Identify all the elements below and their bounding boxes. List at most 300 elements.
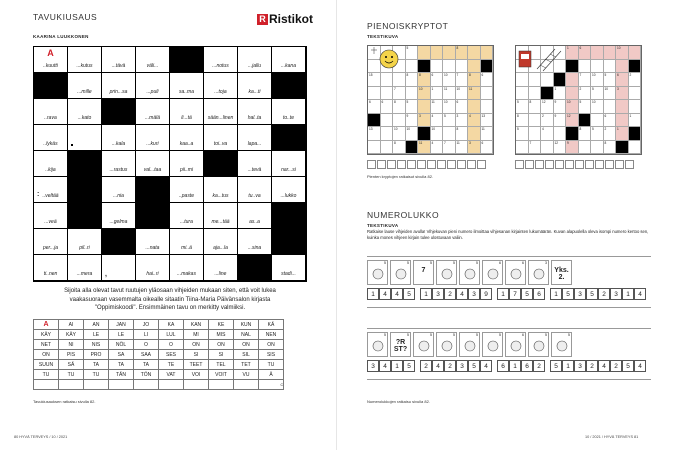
grid-cell[interactable] — [136, 99, 170, 125]
crypto-cell[interactable] — [418, 46, 431, 60]
crypto-cell[interactable] — [629, 87, 642, 101]
crypto-cell[interactable] — [604, 60, 617, 74]
cell-number: 12 — [554, 140, 559, 145]
crypto-cell[interactable] — [368, 127, 381, 141]
crypto-cell[interactable] — [541, 141, 554, 155]
crypto-cell[interactable] — [604, 141, 617, 155]
instruction-line: vaakasuoraan vasemmalta oikealle sitaatin Tiina-Maria Päivänsalon kirjasta — [69, 296, 271, 303]
crypto-cell[interactable] — [468, 87, 481, 101]
crypto-cell[interactable] — [406, 73, 419, 87]
crypto-cell[interactable] — [418, 100, 431, 114]
number-box[interactable]: 5 — [586, 288, 598, 300]
crypto-cell[interactable] — [443, 60, 456, 74]
number-box[interactable]: 5 — [403, 288, 415, 300]
number-box[interactable]: 4 — [456, 288, 468, 300]
crypto-cell[interactable] — [481, 141, 494, 155]
grid-cell[interactable] — [170, 99, 204, 125]
grid-cell[interactable] — [102, 177, 136, 203]
syllable-cell — [34, 380, 59, 390]
crypto-cell[interactable] — [443, 141, 456, 155]
grid-cell[interactable] — [68, 255, 102, 281]
crypto-cell[interactable] — [418, 141, 431, 155]
crypto-cell[interactable] — [406, 114, 419, 128]
crypto-cell[interactable] — [431, 73, 444, 87]
number-box[interactable]: 6 — [497, 360, 509, 372]
grid-cell[interactable] — [272, 99, 306, 125]
number-box[interactable]: 3 — [432, 288, 444, 300]
crypto-cell[interactable] — [579, 60, 592, 74]
crypto-cell[interactable] — [443, 73, 456, 87]
solution-box[interactable] — [625, 160, 634, 169]
crypto-cell[interactable] — [554, 87, 567, 101]
crypto-cell[interactable] — [604, 114, 617, 128]
number-box[interactable]: 1 — [562, 360, 574, 372]
crypto-cell[interactable] — [591, 60, 604, 74]
grid-cell[interactable] — [204, 229, 238, 255]
number-box[interactable]: 4 — [634, 288, 646, 300]
cell-hint: lapa... — [247, 141, 262, 147]
number-box[interactable]: 2 — [598, 288, 610, 300]
grid-cell[interactable] — [238, 203, 272, 229]
number-box[interactable]: 1 — [550, 288, 562, 300]
grid-cell[interactable] — [68, 73, 102, 99]
solution-box[interactable] — [535, 160, 544, 169]
crypto-cell[interactable] — [368, 87, 381, 101]
crypto-cell[interactable] — [431, 127, 444, 141]
crypto-cell[interactable] — [431, 60, 444, 74]
number-box[interactable]: 3 — [574, 288, 586, 300]
number-box[interactable]: 2 — [610, 360, 622, 372]
solution-box[interactable] — [397, 160, 406, 169]
crypto-cell[interactable] — [406, 100, 419, 114]
crypto-cell[interactable] — [443, 100, 456, 114]
crypto-cell[interactable] — [431, 100, 444, 114]
grid-cell[interactable] — [68, 99, 102, 125]
cell-number: 6 — [481, 140, 484, 145]
crypto-cell[interactable] — [591, 141, 604, 155]
grid-cell[interactable] — [170, 229, 204, 255]
crypto-cell[interactable] — [443, 114, 456, 128]
crypto-cell[interactable] — [516, 87, 529, 101]
cell-hint: toi..va — [213, 141, 228, 147]
crypto-cell[interactable] — [443, 87, 456, 101]
crypto-cell[interactable] — [579, 100, 592, 114]
crypto-cell[interactable] — [393, 100, 406, 114]
solution-box[interactable] — [565, 160, 574, 169]
cell-hint: sa..ma — [178, 89, 194, 95]
grid-cell[interactable] — [272, 177, 306, 203]
cell-number: 9 — [406, 113, 409, 118]
crypto-cell[interactable] — [629, 100, 642, 114]
crypto-cell[interactable] — [456, 127, 469, 141]
crypto-cell[interactable] — [541, 73, 554, 87]
number-box[interactable]: 4 — [379, 360, 391, 372]
cell-hint: ..kuutti — [43, 63, 58, 69]
grid-cell[interactable] — [102, 125, 136, 151]
grid-cell[interactable] — [102, 255, 136, 281]
crypto-cell[interactable] — [456, 60, 469, 74]
number-box[interactable]: 1 — [622, 288, 634, 300]
solution-box[interactable] — [545, 160, 554, 169]
syllable-cell: VU — [234, 370, 259, 380]
number-box[interactable]: 4 — [432, 360, 444, 372]
cell-hint: ...mälä — [144, 115, 160, 121]
crypto-cell[interactable] — [591, 46, 604, 60]
crypto-cell[interactable] — [481, 87, 494, 101]
grid-cell[interactable] — [102, 151, 136, 177]
crypto-cell[interactable] — [629, 114, 642, 128]
solution-box[interactable] — [437, 160, 446, 169]
crypto-cell[interactable] — [468, 100, 481, 114]
crypto-cell[interactable] — [393, 87, 406, 101]
crypto-cell[interactable] — [566, 73, 579, 87]
grid-cell[interactable] — [170, 177, 204, 203]
crypto-cell[interactable] — [604, 127, 617, 141]
number-box[interactable]: 1 — [391, 360, 403, 372]
solution-box[interactable] — [575, 160, 584, 169]
letter-count: 5 — [384, 261, 386, 265]
solution-box[interactable] — [615, 160, 624, 169]
grid-cell[interactable] — [68, 229, 102, 255]
number-box[interactable]: 5 — [403, 360, 415, 372]
grid-cell[interactable] — [272, 151, 306, 177]
crypto-cell[interactable] — [529, 114, 542, 128]
cell-hint: kaa..a — [179, 141, 194, 147]
crypto-cell[interactable] — [431, 87, 444, 101]
crypto-cell[interactable] — [456, 114, 469, 128]
solution-box[interactable] — [367, 160, 376, 169]
crypto-cell[interactable] — [381, 87, 394, 101]
crypto-cell[interactable] — [579, 127, 592, 141]
number-box[interactable]: 1 — [497, 288, 509, 300]
crypto-cell[interactable] — [468, 114, 481, 128]
logo-mark: R — [257, 14, 268, 25]
grid-cell[interactable] — [34, 229, 68, 255]
crypto-cell[interactable] — [541, 127, 554, 141]
crypto-cell[interactable] — [368, 73, 381, 87]
grid-cell[interactable] — [34, 125, 68, 151]
grid-cell[interactable] — [136, 151, 170, 177]
grid-cell[interactable] — [170, 255, 204, 281]
crypto-cell[interactable] — [481, 114, 494, 128]
crypto-cell[interactable] — [591, 100, 604, 114]
grid-cell[interactable] — [204, 177, 238, 203]
crypto-cell[interactable] — [431, 141, 444, 155]
cell-number: 6 — [579, 46, 582, 50]
crypto-cell[interactable] — [629, 46, 642, 60]
number-box[interactable]: 3 — [456, 360, 468, 372]
number-box[interactable]: 1 — [367, 288, 379, 300]
grid-cell[interactable] — [238, 229, 272, 255]
crypto-cell[interactable] — [554, 127, 567, 141]
solution-box[interactable] — [515, 160, 524, 169]
number-box[interactable]: 5 — [468, 360, 480, 372]
cell-number: 7 — [444, 140, 446, 145]
cell-hint: sään...linen — [207, 115, 234, 121]
syllable-cell: LE — [84, 330, 109, 340]
crypto-cell[interactable] — [381, 127, 394, 141]
grid-cell[interactable] — [34, 177, 68, 203]
black-cell — [418, 60, 431, 74]
grid-cell[interactable] — [136, 47, 170, 73]
grid-cell[interactable] — [204, 99, 238, 125]
solution-box[interactable] — [427, 160, 436, 169]
grid-cell[interactable] — [238, 177, 272, 203]
grid-cell[interactable] — [272, 47, 306, 73]
crypto-cell[interactable] — [554, 100, 567, 114]
crypto-cell[interactable] — [554, 141, 567, 155]
crypto-cell[interactable] — [481, 73, 494, 87]
grid-cell[interactable] — [34, 47, 68, 73]
cell-number: 5 — [592, 86, 594, 91]
crypto-cell[interactable] — [616, 87, 629, 101]
grid-cell[interactable] — [34, 151, 68, 177]
crypto-cell[interactable] — [566, 114, 579, 128]
number-box[interactable]: 7 — [509, 288, 521, 300]
solution-box[interactable] — [525, 160, 534, 169]
number-box[interactable]: 5 — [622, 360, 634, 372]
grid-cell[interactable] — [204, 73, 238, 99]
crypto-cell[interactable] — [468, 127, 481, 141]
number-box[interactable]: 6 — [533, 288, 545, 300]
cell-hint: ...nia — [113, 193, 124, 199]
crypto-cell[interactable] — [616, 114, 629, 128]
crypto-cell[interactable] — [591, 87, 604, 101]
crypto-cell[interactable] — [468, 141, 481, 155]
crypto-cell[interactable] — [516, 100, 529, 114]
crypto-cell[interactable] — [566, 87, 579, 101]
crypto-cell[interactable] — [591, 127, 604, 141]
grid-cell[interactable] — [238, 99, 272, 125]
number-box[interactable]: 3 — [610, 288, 622, 300]
number-box[interactable]: 4 — [634, 360, 646, 372]
grid-cell[interactable] — [34, 255, 68, 281]
crypto-cell[interactable] — [629, 73, 642, 87]
grid-cell[interactable] — [272, 255, 306, 281]
crypto-cell[interactable] — [456, 87, 469, 101]
grid-cell[interactable] — [238, 47, 272, 73]
crypto-cell[interactable] — [368, 141, 381, 155]
number-box[interactable]: 9 — [480, 288, 492, 300]
crypto-cell[interactable] — [616, 60, 629, 74]
syllable-row — [34, 320, 284, 330]
cell-number: 11 — [431, 100, 435, 104]
crypto-cell[interactable] — [529, 100, 542, 114]
solution-box[interactable] — [417, 160, 426, 169]
crypto-cell[interactable] — [443, 127, 456, 141]
grid-cell[interactable] — [170, 73, 204, 99]
syllable-cell: Ä — [259, 370, 284, 380]
number-box[interactable]: 3 — [367, 360, 379, 372]
number-box[interactable]: 2 — [533, 360, 545, 372]
crypto-cell[interactable] — [529, 141, 542, 155]
solution-box[interactable] — [595, 160, 604, 169]
black-cell — [629, 60, 642, 74]
crypto-cell[interactable] — [604, 73, 617, 87]
crypto-cell[interactable] — [418, 114, 431, 128]
number-box[interactable]: 2 — [444, 288, 456, 300]
number-box[interactable]: 6 — [521, 360, 533, 372]
crypto-cell[interactable] — [431, 114, 444, 128]
number-box[interactable]: 3 — [574, 360, 586, 372]
crypto-cell[interactable] — [481, 100, 494, 114]
crypto-cell[interactable] — [516, 141, 529, 155]
number-box[interactable]: 4 — [480, 360, 492, 372]
grid-cell[interactable] — [170, 203, 204, 229]
grid-cell[interactable] — [34, 203, 68, 229]
crypto-cell[interactable] — [566, 100, 579, 114]
black-cell — [616, 141, 629, 155]
crypto-cell[interactable] — [481, 46, 494, 60]
crypto-cell[interactable] — [516, 73, 529, 87]
crypto-cell[interactable] — [456, 73, 469, 87]
grid-cell[interactable] — [238, 151, 272, 177]
crypto-cell[interactable] — [418, 73, 431, 87]
grid-cell[interactable] — [102, 73, 136, 99]
crypto-cell[interactable] — [456, 141, 469, 155]
crypto-cell[interactable] — [406, 87, 419, 101]
solution-box[interactable] — [555, 160, 564, 169]
number-box[interactable]: 1 — [420, 288, 432, 300]
solution-box[interactable] — [387, 160, 396, 169]
grid-cell[interactable] — [170, 125, 204, 151]
crypto-cell[interactable] — [393, 127, 406, 141]
cell-hint: pii..mi — [179, 167, 194, 173]
solution-box[interactable] — [457, 160, 466, 169]
crypto-cell[interactable] — [431, 46, 444, 60]
crypto-cell[interactable] — [443, 46, 456, 60]
crypto-cell[interactable] — [381, 73, 394, 87]
instruction-line: "Oppimiskoodi". Ensimmäinen tavu on merkitty valmiiksi. — [94, 305, 246, 311]
cell-number: 4 — [542, 127, 544, 131]
crypto-cell[interactable] — [591, 114, 604, 128]
number-box[interactable]: 3 — [468, 288, 480, 300]
crypto-cell[interactable] — [616, 100, 629, 114]
number-box[interactable]: 4 — [391, 288, 403, 300]
crypto-cell[interactable] — [579, 87, 592, 101]
number-box[interactable]: 1 — [509, 360, 521, 372]
crypto-cell[interactable] — [616, 46, 629, 60]
cell-hint: ...nata — [145, 245, 160, 251]
crypto-cell[interactable] — [529, 127, 542, 141]
crypto-cell[interactable] — [579, 46, 592, 60]
number-box[interactable]: 5 — [550, 360, 562, 372]
crypto-cell[interactable] — [368, 100, 381, 114]
number-box[interactable]: 5 — [521, 288, 533, 300]
solution-box[interactable] — [447, 160, 456, 169]
grid-cell[interactable] — [238, 125, 272, 151]
crypto-cell[interactable] — [529, 73, 542, 87]
crypto-cell[interactable] — [468, 73, 481, 87]
crypto-cell[interactable] — [468, 60, 481, 74]
crypto-cell[interactable] — [604, 100, 617, 114]
grid-cell[interactable] — [102, 47, 136, 73]
grid-cell[interactable] — [204, 47, 238, 73]
crypto-cell[interactable] — [481, 127, 494, 141]
crypto-cell[interactable] — [566, 141, 579, 155]
crypto-cell[interactable] — [406, 127, 419, 141]
crypto-cell[interactable] — [566, 46, 579, 60]
crypto-cell[interactable] — [516, 114, 529, 128]
clue-picture — [551, 332, 572, 357]
crypto-cell[interactable] — [381, 100, 394, 114]
crypto-cell[interactable] — [418, 87, 431, 101]
crypto-cell[interactable] — [616, 127, 629, 141]
solution-box[interactable] — [407, 160, 416, 169]
grid-cell[interactable] — [204, 255, 238, 281]
crypto-cell[interactable] — [604, 46, 617, 60]
cell-hint: ...lukko — [280, 193, 297, 199]
grid-cell[interactable] — [102, 203, 136, 229]
solution-box[interactable] — [377, 160, 386, 169]
grid-cell[interactable] — [136, 73, 170, 99]
crypto-cell[interactable] — [579, 73, 592, 87]
syllable-cell: TA — [84, 360, 109, 370]
crypto-cell[interactable] — [541, 114, 554, 128]
crypto-cell[interactable] — [604, 87, 617, 101]
crypto-cell[interactable] — [529, 87, 542, 101]
crypto-cell[interactable] — [554, 114, 567, 128]
syllable-cell: NET — [34, 340, 59, 350]
cell-number: 4 — [431, 140, 434, 145]
crypto-cell[interactable] — [456, 46, 469, 60]
syllable-cell: KAN — [184, 320, 209, 330]
number-box[interactable]: 2 — [444, 360, 456, 372]
crypto-cell[interactable] — [381, 141, 394, 155]
grid-cell[interactable] — [68, 125, 102, 151]
crypto-cell[interactable] — [456, 100, 469, 114]
number-box[interactable]: 2 — [586, 360, 598, 372]
grid-cell[interactable] — [136, 125, 170, 151]
grid-cell[interactable] — [136, 229, 170, 255]
crypto-cell[interactable] — [381, 114, 394, 128]
cell-number: 8 — [394, 140, 396, 145]
clue-picture — [482, 332, 503, 357]
crypto-cell[interactable] — [393, 141, 406, 155]
crypto-cell[interactable] — [629, 141, 642, 155]
crypto-cell[interactable] — [616, 73, 629, 87]
grid-cell[interactable] — [68, 47, 102, 73]
number-box[interactable]: 5 — [562, 288, 574, 300]
solution-box[interactable] — [477, 160, 486, 169]
solution-box[interactable] — [467, 160, 476, 169]
black-cell — [68, 203, 102, 229]
crypto-cell[interactable] — [468, 46, 481, 60]
grid-cell[interactable] — [204, 125, 238, 151]
grid-cell[interactable] — [34, 99, 68, 125]
cell-hint: ...tura — [180, 219, 193, 225]
solution-box[interactable] — [605, 160, 614, 169]
number-box[interactable]: 4 — [379, 288, 391, 300]
crypto-cell[interactable] — [516, 127, 529, 141]
crypto-cell[interactable] — [579, 141, 592, 155]
crypto-cell[interactable] — [393, 73, 406, 87]
crypto-cell[interactable] — [591, 73, 604, 87]
crypto-cell[interactable] — [393, 114, 406, 128]
solution-box[interactable] — [585, 160, 594, 169]
cell-number: 8 — [419, 73, 421, 77]
number-box[interactable]: 2 — [420, 360, 432, 372]
grid-cell[interactable] — [170, 151, 204, 177]
grid-cell[interactable] — [136, 255, 170, 281]
cell-number: 10 — [444, 73, 448, 77]
cell-number: 11 — [481, 127, 485, 131]
grid-cell[interactable] — [238, 73, 272, 99]
crypto-cell[interactable] — [541, 100, 554, 114]
number-box[interactable]: 4 — [598, 360, 610, 372]
grid-cell[interactable] — [204, 203, 238, 229]
letter-count: 5 — [476, 333, 478, 337]
